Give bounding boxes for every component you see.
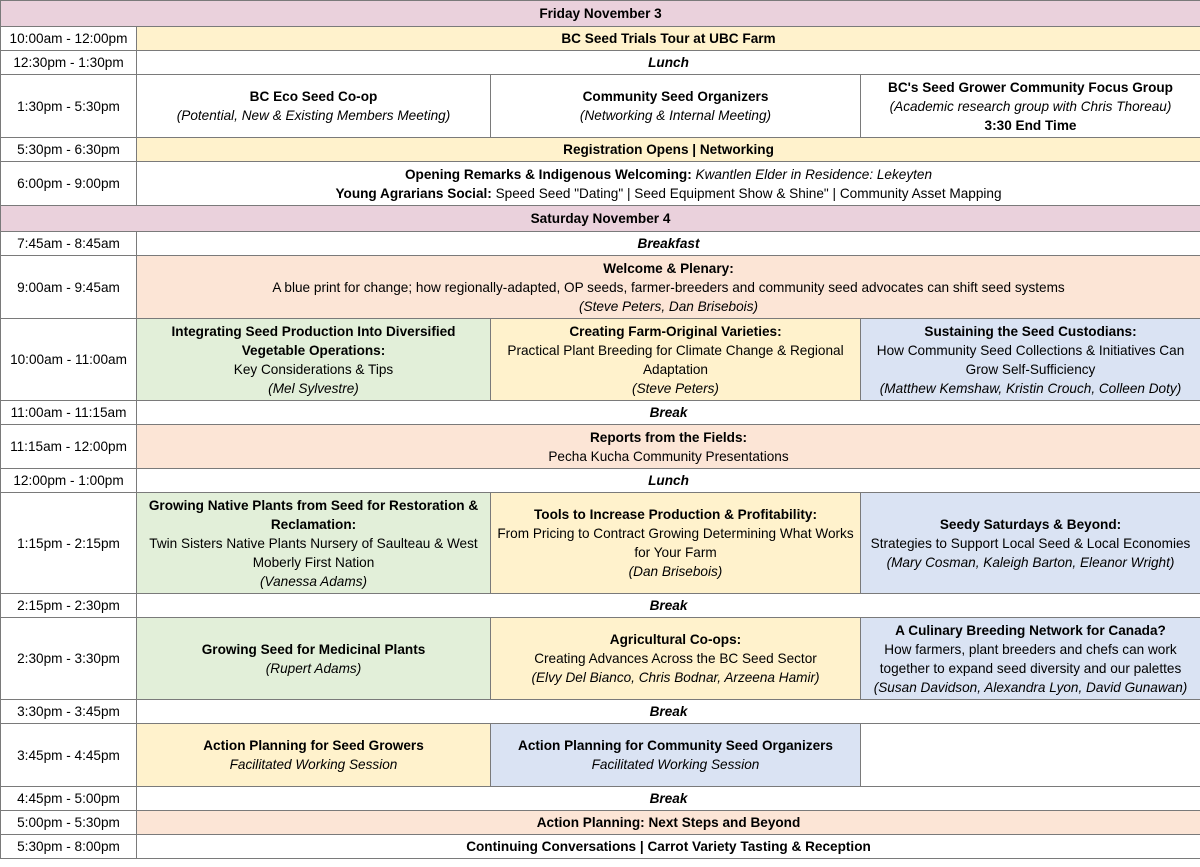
schedule-row: [1, 51, 1200, 75]
session-cell-full: [137, 594, 1200, 618]
session-presenters: (Networking & Internal Meeting): [579, 108, 772, 123]
day-header: Saturday November 4: [1, 206, 1200, 232]
time-slot: 6:00pm - 9:00pm: [1, 162, 137, 206]
session-title: Seedy Saturdays & Beyond:: [939, 516, 1122, 532]
session-presenters: (Matthew Kemshaw, Kristin Crouch, Colleen Doty): [879, 380, 1182, 396]
session-presenters: (Potential, New & Existing Members Meeting): [176, 108, 451, 123]
schedule-row: [1, 425, 1200, 469]
session-description: Creating Advances Across the BC Seed Sector: [534, 651, 817, 666]
session-presenters: (Academic research group with Chris Thoreau): [889, 98, 1172, 114]
time-slot: 10:00am - 12:00pm: [1, 27, 137, 51]
session-cell-full: [137, 811, 1200, 835]
time-slot: 2:15pm - 2:30pm: [1, 594, 137, 618]
session-presenters: (Vanessa Adams): [259, 573, 368, 589]
session-title: Growing Seed for Medicinal Plants: [201, 641, 426, 657]
session-cell: [137, 75, 491, 138]
session-presenters: (Elvy Del Bianco, Chris Bodnar, Arzeena Hamir): [531, 670, 820, 685]
session-title: A Culinary Breeding Network for Canada?: [895, 622, 1166, 638]
schedule-row: [1, 787, 1200, 811]
session-cell-full: [137, 401, 1200, 425]
session-cell-full: [137, 425, 1200, 469]
session-cell-full: [137, 162, 1200, 206]
session-title: Community Seed Organizers: [582, 89, 769, 104]
session-presenters: (Steve Peters): [632, 380, 719, 396]
session-line: [141, 184, 1196, 203]
schedule-row: [1, 724, 1200, 787]
session-presenters: (Rupert Adams): [265, 660, 362, 676]
session-presenters: (Steve Peters, Dan Brisebois): [578, 298, 759, 314]
schedule-row: [1, 27, 1200, 51]
session-presenters: (Mel Sylvestre): [268, 380, 359, 396]
session-title: Sustaining the Seed Custodians:: [924, 323, 1137, 339]
session-label: Young Agrarians Social:: [335, 185, 496, 201]
session-cell-full: [137, 700, 1200, 724]
time-slot: 11:00am - 11:15am: [1, 401, 137, 425]
session-title: Action Planning for Seed Growers: [203, 738, 424, 753]
session-description: Twin Sisters Native Plants Nursery of Saulteau & West Moberly First Nation: [149, 535, 478, 570]
session-cell: [491, 319, 861, 401]
session-title: Break: [649, 791, 688, 806]
time-slot: 3:30pm - 3:45pm: [1, 700, 137, 724]
schedule-row: [1, 835, 1200, 859]
schedule-row: [1, 700, 1200, 724]
session-cell: [491, 75, 861, 138]
time-slot: 4:45pm - 5:00pm: [1, 787, 137, 811]
time-slot: 1:15pm - 2:15pm: [1, 493, 137, 594]
session-title: Break: [649, 598, 688, 613]
session-title: Breakfast: [637, 236, 700, 251]
session-description: How Community Seed Collections & Initiatives Can Grow Self-Sufficiency: [876, 342, 1185, 377]
session-cell-full: [137, 469, 1200, 493]
schedule-body: [1, 1, 1200, 859]
schedule-row: [1, 75, 1200, 138]
day-header: Friday November 3: [1, 1, 1200, 27]
time-slot: 1:30pm - 5:30pm: [1, 75, 137, 138]
time-slot: 3:45pm - 4:45pm: [1, 724, 137, 787]
schedule-row: [1, 401, 1200, 425]
time-slot: 2:30pm - 3:30pm: [1, 618, 137, 700]
session-presenters: (Susan Davidson, Alexandra Lyon, David Gunawan): [873, 679, 1188, 695]
session-description: How farmers, plant breeders and chefs can work together to expand seed diversity and our palettes: [879, 641, 1182, 676]
session-description: Pecha Kucha Community Presentations: [548, 448, 789, 464]
session-line: [141, 165, 1196, 184]
time-slot: 12:30pm - 1:30pm: [1, 51, 137, 75]
session-cell: [861, 75, 1200, 138]
time-slot: 9:00am - 9:45am: [1, 256, 137, 319]
time-slot: 5:00pm - 5:30pm: [1, 811, 137, 835]
session-description: From Pricing to Contract Growing Determining What Works for Your Farm: [497, 526, 854, 560]
session-title: Continuing Conversations | Carrot Variety Tasting & Reception: [466, 839, 871, 854]
session-title: Action Planning for Community Seed Organizers: [518, 738, 833, 753]
session-title: BC Seed Trials Tour at UBC Farm: [561, 31, 776, 46]
session-title: Break: [649, 704, 688, 719]
session-cell: [861, 493, 1200, 594]
schedule-row: [1, 811, 1200, 835]
session-cell-full: [137, 835, 1200, 859]
session-detail: Kwantlen Elder in Residence: Lekeyten: [695, 166, 933, 182]
day-header-row: [1, 1, 1200, 27]
session-cell: [137, 618, 491, 700]
session-cell: [861, 319, 1200, 401]
time-slot: 12:00pm - 1:00pm: [1, 469, 137, 493]
session-title: Growing Native Plants from Seed for Restoration & Reclamation:: [148, 497, 479, 532]
session-title: Agricultural Co-ops:: [609, 632, 742, 647]
session-title: Break: [649, 405, 688, 420]
time-slot: 5:30pm - 8:00pm: [1, 835, 137, 859]
session-cell: [491, 493, 861, 594]
session-cell: [861, 618, 1200, 700]
session-description: Key Considerations & Tips: [233, 361, 394, 377]
session-title: Welcome & Plenary:: [603, 260, 734, 276]
session-description: A blue print for change; how regionally-adapted, OP seeds, farmer-breeders and community seed advocates can shift seed systems: [272, 279, 1065, 295]
session-cell-full: [137, 256, 1200, 319]
session-cell: [137, 493, 491, 594]
session-description: Practical Plant Breeding for Climate Change & Regional Adaptation: [507, 342, 844, 377]
session-presenters: Facilitated Working Session: [591, 757, 760, 772]
session-cell-full: [137, 232, 1200, 256]
session-title: 3:30 End Time: [984, 117, 1077, 133]
schedule-row: [1, 232, 1200, 256]
session-detail: Speed Seed "Dating" | Seed Equipment Show & Shine" | Community Asset Mapping: [495, 185, 1002, 201]
session-title: Integrating Seed Production Into Diversified Vegetable Operations:: [171, 323, 456, 358]
schedule-row: [1, 618, 1200, 700]
session-title: BC's Seed Grower Community Focus Group: [888, 79, 1173, 95]
schedule-row: [1, 138, 1200, 162]
time-slot: 10:00am - 11:00am: [1, 319, 137, 401]
session-presenters: Facilitated Working Session: [229, 757, 398, 772]
session-title: Lunch: [648, 55, 689, 70]
session-cell-full: [137, 27, 1200, 51]
session-cell: [491, 724, 861, 787]
session-title: BC Eco Seed Co-op: [249, 89, 378, 104]
session-title: Creating Farm-Original Varieties:: [569, 323, 782, 339]
schedule-row: [1, 469, 1200, 493]
session-cell: [137, 319, 491, 401]
session-title: Lunch: [648, 473, 689, 488]
schedule-row: [1, 594, 1200, 618]
session-cell: [491, 618, 861, 700]
schedule-row: [1, 256, 1200, 319]
session-title: Action Planning: Next Steps and Beyond: [536, 815, 801, 830]
time-slot: 7:45am - 8:45am: [1, 232, 137, 256]
session-cell-full: [137, 138, 1200, 162]
day-header-row: [1, 206, 1200, 232]
time-slot: 11:15am - 12:00pm: [1, 425, 137, 469]
schedule-row: [1, 493, 1200, 594]
session-title: Registration Opens | Networking: [563, 142, 774, 157]
session-description: Strategies to Support Local Seed & Local Economies: [870, 535, 1191, 551]
schedule-row: [1, 319, 1200, 401]
session-cell: [137, 724, 491, 787]
time-slot: 5:30pm - 6:30pm: [1, 138, 137, 162]
session-cell-full: [137, 787, 1200, 811]
schedule-row: [1, 162, 1200, 206]
session-title: Reports from the Fields:: [589, 429, 748, 445]
session-cell: [861, 724, 1200, 787]
session-cell-full: [137, 51, 1200, 75]
session-presenters: (Mary Cosman, Kaleigh Barton, Eleanor Wright): [886, 554, 1175, 570]
session-title: Tools to Increase Production & Profitability:: [534, 507, 817, 522]
session-presenters: (Dan Brisebois): [628, 564, 723, 579]
session-label: Opening Remarks & Indigenous Welcoming:: [404, 166, 696, 182]
